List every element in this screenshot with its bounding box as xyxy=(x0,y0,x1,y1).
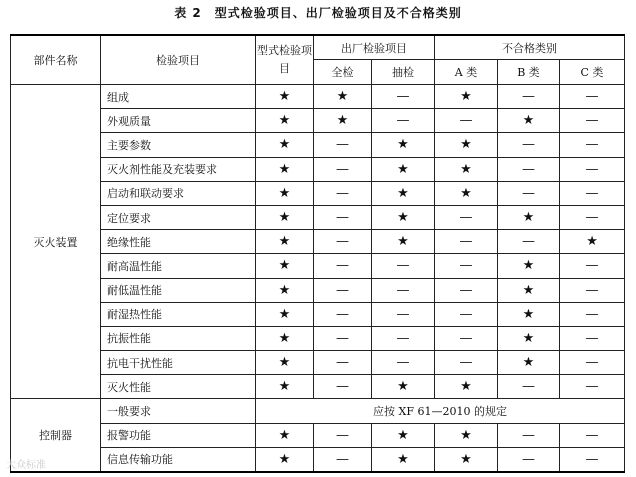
mark-cell: ★ xyxy=(314,109,372,133)
mark-cell: — xyxy=(498,133,560,157)
header-class-a: A 类 xyxy=(435,60,498,85)
mark-cell: ★ xyxy=(256,375,314,399)
mark-cell: ★ xyxy=(256,302,314,326)
item-cell: 耐低温性能 xyxy=(101,278,256,302)
mark-cell: — xyxy=(314,205,372,229)
table-row xyxy=(11,254,625,278)
mark-cell: — xyxy=(314,254,372,278)
mark-cell: ★ xyxy=(256,351,314,375)
mark-cell: — xyxy=(560,302,625,326)
mark-cell: ★ xyxy=(256,181,314,205)
mark-cell: — xyxy=(435,326,498,350)
mark-cell: ★ xyxy=(435,85,498,109)
mark-cell: ★ xyxy=(498,278,560,302)
mark-cell: ★ xyxy=(256,205,314,229)
mark-cell: — xyxy=(560,85,625,109)
mark-cell: — xyxy=(498,230,560,254)
mark-cell: ★ xyxy=(256,423,314,447)
mark-cell: — xyxy=(314,447,372,472)
table-row xyxy=(11,109,625,133)
mark-cell: ★ xyxy=(498,351,560,375)
mark-cell: — xyxy=(560,423,625,447)
table-body xyxy=(11,85,625,473)
mark-cell: — xyxy=(372,351,435,375)
header-item: 检验项目 xyxy=(101,35,256,85)
table-row xyxy=(11,447,625,472)
mark-cell: — xyxy=(498,447,560,472)
item-cell: 启动和联动要求 xyxy=(101,181,256,205)
mark-cell: ★ xyxy=(256,326,314,350)
mark-cell: ★ xyxy=(256,157,314,181)
table-row xyxy=(11,133,625,157)
item-cell: 灭火剂性能及充装要求 xyxy=(101,157,256,181)
mark-cell: — xyxy=(560,447,625,472)
table-row xyxy=(11,85,625,109)
table-row xyxy=(11,326,625,350)
mark-cell: — xyxy=(314,375,372,399)
item-cell: 信息传输功能 xyxy=(101,447,256,472)
table-row xyxy=(11,181,625,205)
table-title: 表 2 型式检验项目、出厂检验项目及不合格类别 xyxy=(174,6,462,20)
mark-cell: ★ xyxy=(314,85,372,109)
mark-cell: ★ xyxy=(256,447,314,472)
item-cell: 抗振性能 xyxy=(101,326,256,350)
table-row xyxy=(11,157,625,181)
mark-cell: — xyxy=(498,423,560,447)
mark-cell: — xyxy=(435,109,498,133)
mark-cell: ★ xyxy=(498,326,560,350)
mark-cell: ★ xyxy=(498,109,560,133)
mark-cell: ★ xyxy=(256,254,314,278)
mark-cell: — xyxy=(560,351,625,375)
note-cell: 应按 XF 61—2010 的规定 xyxy=(256,399,625,423)
header-part-name: 部件名称 xyxy=(11,35,101,85)
item-cell: 外观质量 xyxy=(101,109,256,133)
mark-cell: ★ xyxy=(372,423,435,447)
item-cell: 组成 xyxy=(101,85,256,109)
table-row xyxy=(11,351,625,375)
table-row xyxy=(11,302,625,326)
item-cell: 抗电干扰性能 xyxy=(101,351,256,375)
table-row xyxy=(11,375,625,399)
header-sample: 抽检 xyxy=(372,60,435,85)
mark-cell: ★ xyxy=(435,157,498,181)
header-full: 全检 xyxy=(314,60,372,85)
mark-cell: ★ xyxy=(435,181,498,205)
header-nonconformity: 不合格类别 xyxy=(435,35,625,60)
mark-cell: ★ xyxy=(498,205,560,229)
mark-cell: — xyxy=(560,254,625,278)
header-class-c: C 类 xyxy=(560,60,625,85)
mark-cell: — xyxy=(560,205,625,229)
mark-cell: — xyxy=(372,302,435,326)
mark-cell: — xyxy=(435,230,498,254)
watermark: 大众标准 xyxy=(6,460,46,471)
item-cell: 一般要求 xyxy=(101,399,256,423)
mark-cell: ★ xyxy=(435,423,498,447)
mark-cell: — xyxy=(435,278,498,302)
mark-cell: — xyxy=(372,85,435,109)
mark-cell: ★ xyxy=(372,205,435,229)
mark-cell: — xyxy=(560,326,625,350)
mark-cell: — xyxy=(372,254,435,278)
mark-cell: — xyxy=(435,254,498,278)
mark-cell: ★ xyxy=(435,447,498,472)
mark-cell: — xyxy=(314,351,372,375)
item-cell: 主要参数 xyxy=(101,133,256,157)
mark-cell: — xyxy=(314,230,372,254)
table-row xyxy=(11,205,625,229)
mark-cell: — xyxy=(435,351,498,375)
mark-cell: — xyxy=(435,302,498,326)
mark-cell: ★ xyxy=(256,133,314,157)
table-row xyxy=(11,399,625,423)
mark-cell: — xyxy=(498,375,560,399)
mark-cell: ★ xyxy=(372,133,435,157)
mark-cell: ★ xyxy=(256,278,314,302)
mark-cell: — xyxy=(314,326,372,350)
mark-cell: ★ xyxy=(256,230,314,254)
item-cell: 定位要求 xyxy=(101,205,256,229)
mark-cell: — xyxy=(498,85,560,109)
inspection-table xyxy=(10,34,625,473)
mark-cell: — xyxy=(314,302,372,326)
mark-cell: — xyxy=(498,157,560,181)
mark-cell: — xyxy=(314,157,372,181)
item-cell: 灭火性能 xyxy=(101,375,256,399)
mark-cell: ★ xyxy=(372,230,435,254)
table-row xyxy=(11,230,625,254)
header-type-test: 型式检验项目 xyxy=(256,35,314,85)
mark-cell: ★ xyxy=(435,375,498,399)
mark-cell: ★ xyxy=(498,254,560,278)
item-cell: 耐高温性能 xyxy=(101,254,256,278)
mark-cell: ★ xyxy=(498,302,560,326)
header-factory-test: 出厂检验项目 xyxy=(314,35,435,60)
mark-cell: ★ xyxy=(256,85,314,109)
table-row xyxy=(11,278,625,302)
mark-cell: ★ xyxy=(372,157,435,181)
item-cell: 报警功能 xyxy=(101,423,256,447)
table-row xyxy=(11,423,625,447)
item-cell: 耐湿热性能 xyxy=(101,302,256,326)
mark-cell: ★ xyxy=(372,181,435,205)
mark-cell: — xyxy=(560,133,625,157)
mark-cell: ★ xyxy=(256,109,314,133)
mark-cell: — xyxy=(560,109,625,133)
mark-cell: — xyxy=(314,133,372,157)
mark-cell: — xyxy=(372,326,435,350)
part-name-cell: 灭火装置 xyxy=(11,85,101,399)
mark-cell: — xyxy=(314,181,372,205)
mark-cell: — xyxy=(314,278,372,302)
item-cell: 绝缘性能 xyxy=(101,230,256,254)
mark-cell: — xyxy=(560,375,625,399)
mark-cell: — xyxy=(498,181,560,205)
mark-cell: — xyxy=(435,205,498,229)
mark-cell: ★ xyxy=(372,447,435,472)
mark-cell: ★ xyxy=(372,375,435,399)
mark-cell: — xyxy=(372,278,435,302)
mark-cell: — xyxy=(560,181,625,205)
mark-cell: — xyxy=(372,109,435,133)
mark-cell: ★ xyxy=(560,230,625,254)
mark-cell: — xyxy=(314,423,372,447)
mark-cell: — xyxy=(560,157,625,181)
part-name-cell: 控制器 xyxy=(11,399,101,472)
mark-cell: — xyxy=(560,278,625,302)
header-class-b: B 类 xyxy=(498,60,560,85)
mark-cell: ★ xyxy=(435,133,498,157)
